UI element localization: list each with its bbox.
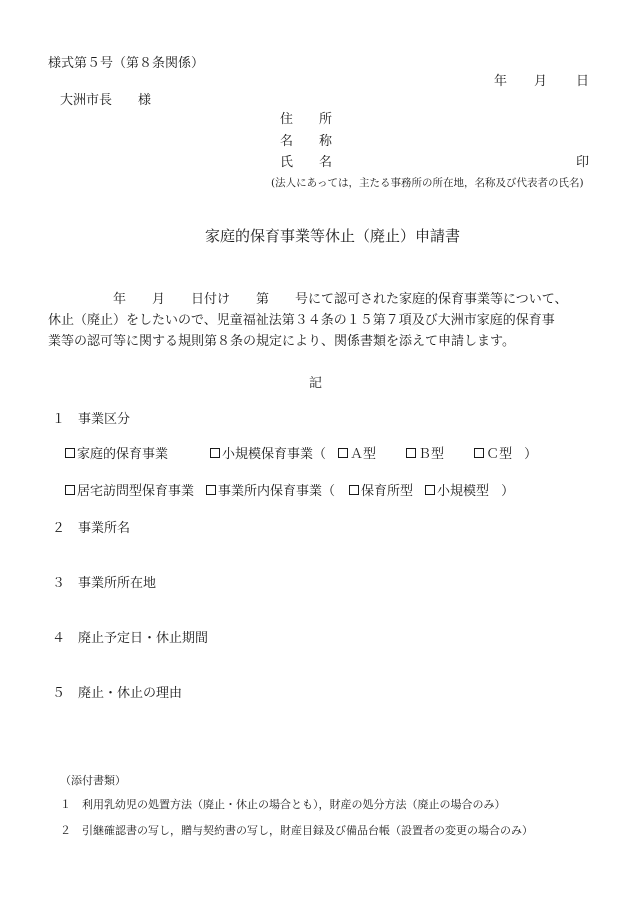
option-shokibo[interactable]: 小規模保育事業（ [210,443,326,462]
date-day: 日 [576,74,590,89]
section-2 [52,517,130,536]
section-label: 事業所所在地 [78,576,157,591]
checkbox[interactable] [425,485,435,495]
option-b-type[interactable]: Ｂ型 [406,443,444,462]
section-number: ３ [52,576,66,591]
name-label: 名 称 [280,134,333,149]
section-number: １ [52,412,66,427]
section-4 [52,627,208,646]
section-label: 事業区分 [78,412,131,427]
seal-mark: 印 [576,155,590,170]
section-label: 廃止予定日・休止期間 [78,631,209,646]
checkbox[interactable] [210,448,220,458]
addressee: 大洲市長 様 [60,93,152,108]
business-type-row-2 [65,480,514,499]
page-title: 家庭的保育事業等休止（廃止）申請書 [205,227,461,245]
attachment-number: １ [60,798,71,811]
date-month: 月 [534,74,548,89]
body-line-1: 年 月 日付け 第 号にて認可された家庭的保育事業等について、 [48,292,568,307]
section-number: ２ [52,521,66,536]
checkbox[interactable] [65,448,75,458]
option-c-type[interactable]: Ｃ型 [474,443,512,462]
form-number: 様式第５号（第８条関係） [48,56,205,71]
checkbox[interactable] [474,448,484,458]
section-3 [52,572,156,591]
attachments-heading: （添付書類） [60,774,126,787]
body-line-3: 業等の認可等に関する規則第８条の規定により、関係書類を添えて申請します。 [48,334,515,349]
date-year: 年 [494,74,508,89]
person-label: 氏 名 [280,155,333,170]
body-paragraph [48,289,608,352]
option-hoikusho-type[interactable]: 保育所型 [349,480,413,499]
checkbox[interactable] [206,485,216,495]
option-shokibo-type[interactable]: 小規模型 [425,480,489,499]
paren-close: ） [501,484,515,499]
applicant-note: (法人にあっては，主たる事務所の所在地，名称及び代表者の氏名) [271,177,584,189]
paren-close: ） [524,447,538,462]
option-jigyosho[interactable]: 事業所内保育事業（ [206,480,335,499]
attachment-text: 利用乳幼児の処置方法（廃止・休止の場合とも），財産の処分方法（廃止の場合のみ） [82,798,506,811]
checkbox[interactable] [406,448,416,458]
attachment-number: ２ [60,824,71,837]
option-a-type[interactable]: Ａ型 [338,443,376,462]
checkbox[interactable] [349,485,359,495]
ki-mark: 記 [309,376,323,391]
section-number: ５ [52,686,66,701]
checkbox[interactable] [65,485,75,495]
business-type-row-1 [65,443,537,462]
section-label: 事業所名 [78,521,131,536]
section-number: ４ [52,631,66,646]
attachment-item-1 [60,796,506,812]
section-label: 廃止・休止の理由 [78,686,183,701]
section-1 [52,408,130,427]
option-katei[interactable]: 家庭的保育事業 [65,443,168,462]
attachment-item-2 [60,822,533,838]
body-line-2: 休止（廃止）をしたいので、児童福祉法第３４条の１５第７項及び大洲市家庭的保育事 [48,313,555,328]
checkbox[interactable] [338,448,348,458]
address-label: 住 所 [280,112,333,127]
option-kyotaku[interactable]: 居宅訪問型保育事業 [65,480,194,499]
section-5 [52,682,182,701]
attachment-text: 引継確認書の写し，贈与契約書の写し，財産目録及び備品台帳（設置者の変更の場合のみ） [82,824,533,837]
